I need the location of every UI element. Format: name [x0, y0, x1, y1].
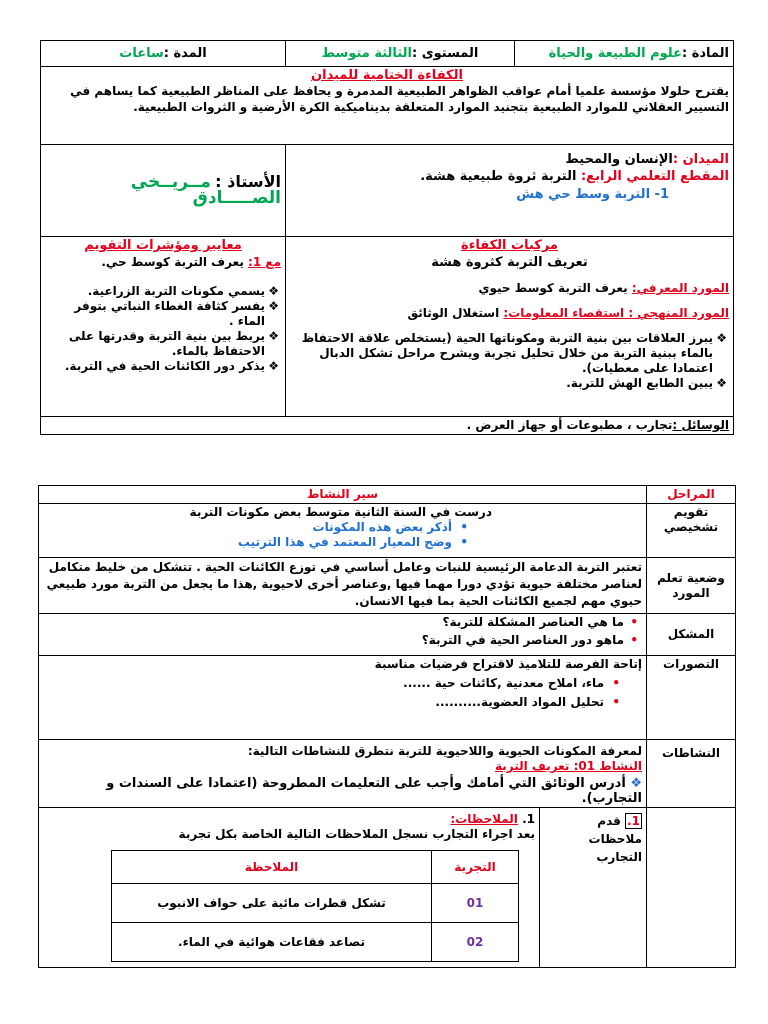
activities-intro: لمعرفة المكونات الحيوية واللاحيوية للتربة نتطرق للنشاطات التالية:: [247, 744, 642, 758]
sequence-label: المقطع التعلمي الرابع:: [580, 169, 729, 184]
criteria-cell: [41, 237, 286, 417]
level-cell: [286, 41, 515, 67]
exp-column-header: التجربة: [432, 851, 519, 884]
conceptions-stage: التصورات: [647, 656, 736, 740]
obs-column-header: الملاحظة: [112, 851, 432, 884]
obs-title: الملاحظات:: [450, 812, 518, 826]
lesson-title: 1- التربة وسط حي هش: [516, 187, 669, 202]
task-number: 1.: [627, 814, 640, 828]
problem-content: [39, 614, 647, 656]
activity-instruction: أدرس الوثائق التي أمامك وأجب على التعليمات المطروحة (اعتمادا على السندات و التجارب).: [106, 776, 642, 806]
diamond-bullet-icon: ❖: [625, 776, 642, 791]
diagnostic-intro: درست في السنة الثانية متوسط بعض مكونات التربة: [189, 505, 492, 519]
criterion-value: يعرف التربة كوسط حي.: [101, 255, 249, 269]
conception-item: • ماء، املاح معدنية ,كائنات حية ......: [403, 676, 620, 690]
cognitive-label: المورد المعرفي:: [631, 281, 729, 295]
diagnostic-item: • وضح المعيار المعتمد في هذا الترتيب: [237, 535, 468, 549]
problem-item: • ما هي العناصر المشكلة للتربة؟: [442, 615, 638, 629]
obs-number: 1.: [522, 812, 535, 826]
criteria-item: ❖ يذكر دور الكائنات الحية في التربة.: [64, 359, 279, 373]
diamond-bullet-icon: ❖: [716, 331, 727, 345]
exp-number: 01: [432, 884, 519, 923]
activity-title: النشاط 01: تعريف التربة: [494, 759, 642, 773]
means-value: تجارب ، مطبوعات أو جهاز العرض .: [466, 418, 673, 432]
bullet-dot-icon: •: [460, 535, 468, 549]
method-label: المورد المنهجي : استقصاء المعلومات:: [503, 306, 729, 320]
situation-stage: وضعية تعلم المورد: [647, 558, 736, 614]
final-competence-text: يقترح حلولا مؤسسة علميا أمام عواقب الظواهر الطبيعية المدمرة و يحافظ على المناظر الطبيعية كما يساهم في التسيير العقلاني للموارد الطبيعية بتجنيد الموارد المتعلقة بديناميكية الكرة الأرضية و الثروات الطبيعية.: [70, 84, 729, 114]
problem-item: • ماهو دور العناصر الحية في التربة؟: [421, 633, 638, 647]
components-item: ❖ يبين الطابع الهش للتربة.: [566, 376, 727, 390]
final-competence-cell: [41, 67, 734, 145]
task-stage-text: قدم ملاحظات التجارب: [588, 814, 642, 864]
diamond-bullet-icon: ❖: [268, 284, 279, 298]
level-value: الثالثة متوسط: [321, 46, 412, 61]
bullet-dot-icon: •: [460, 520, 468, 534]
duration-value: ساعات: [119, 46, 164, 61]
diagnostic-content: [39, 504, 647, 558]
diagnostic-item: • أذكر بعض هذه المكونات: [312, 520, 468, 534]
bullet-dot-icon: •: [612, 695, 620, 709]
competence-components-cell: [286, 237, 734, 417]
means-cell: [41, 417, 734, 435]
activity-table: [38, 485, 736, 968]
conception-item: • تحليل المواد العضوية..........: [435, 695, 620, 709]
observations-table: [111, 850, 519, 962]
conceptions-content: [39, 656, 647, 740]
means-label: الوسائل :: [672, 418, 729, 432]
duration-label: المدة :: [163, 46, 207, 61]
final-competence-title: الكفاءة الختامية للميدان: [311, 68, 463, 83]
diamond-bullet-icon: ❖: [268, 329, 279, 343]
conceptions-intro: إتاحة الفرصة للتلاميذ لاقتراح فرضيات مناسبة: [374, 657, 642, 671]
exp-observation: تصاعد فقاعات هوائية في الماء.: [112, 923, 432, 962]
situation-text: تعتبر التربة الدعامة الرئيسية للنبات وعامل أساسي في توزع الكائنات الحية . تتشكل من خليط متكامل لعناصر مختلفة حيوية تؤدي دورا مهما فيها ,وعناصر أخرى لاحيوية ,هذا ما يجعل من التربة مورد طبيعي حيوي مهم لجميع الكائنات الحية بما فيها الانسان.: [39, 558, 647, 614]
diamond-bullet-icon: ❖: [268, 359, 279, 373]
teacher-label: الأستاذ :: [215, 172, 281, 191]
bullet-dot-icon: •: [612, 676, 620, 690]
field-label: الميدان :: [672, 152, 729, 167]
criteria-item: ❖ يسمي مكونات التربة الزراعية.: [87, 284, 279, 298]
subject-cell: [515, 41, 734, 67]
progress-header: سير النشاط: [39, 486, 647, 504]
subject-label: المادة :: [681, 46, 729, 61]
teacher-cell: [41, 145, 286, 237]
bullet-dot-icon: •: [630, 633, 638, 647]
obs-intro: بعد اجراء التجارب نسجل الملاحظات التالية الخاصة بكل تجربة: [178, 827, 535, 841]
cognitive-value: يعرف التربة كوسط حيوي: [478, 281, 632, 295]
exp-observation: تشكل قطرات مائية على حواف الانبوب: [112, 884, 432, 923]
method-value: استغلال الوثائق: [407, 306, 504, 320]
diamond-bullet-icon: ❖: [716, 376, 727, 390]
table-row: [112, 884, 519, 923]
criteria-item: ❖ يفسر كثافة الغطاء النباتي بتوفر الماء .: [74, 299, 279, 328]
lesson-header-card: [40, 40, 734, 435]
criteria-item: ❖ يربط بين بنية التربة وقدرتها على الاحتفاظ بالماء.: [68, 329, 279, 358]
sequence-value: التربة ثروة طبيعية هشة.: [420, 169, 581, 184]
exp-number: 02: [432, 923, 519, 962]
duration-cell: [41, 41, 286, 67]
diamond-bullet-icon: ❖: [268, 299, 279, 313]
components-title: مركبات الكفاءة: [461, 238, 558, 253]
table-row: [112, 923, 519, 962]
activities-stage: النشاطات: [647, 740, 736, 808]
teacher-name: مــريــخي الصـــــادق: [130, 172, 281, 208]
activities-content: [39, 740, 647, 808]
level-label: المستوى :: [411, 46, 479, 61]
subject-value: علوم الطبيعة والحياة: [548, 46, 682, 61]
domain-cell: [286, 145, 734, 237]
stages-header: المراحل: [647, 486, 736, 504]
bullet-dot-icon: •: [630, 615, 638, 629]
diagnostic-stage: تقويم تشخيصي: [647, 504, 736, 558]
problem-stage: المشكل: [647, 614, 736, 656]
field-value: الإنسان والمحيط: [565, 152, 673, 167]
components-subtitle: تعريف التربة كثروة هشة: [431, 255, 588, 270]
task-stage-cell: [540, 808, 647, 968]
observations-cell: [39, 808, 540, 968]
task-stage-spacer: [647, 808, 736, 968]
components-item: ❖ يبرز العلاقات بين بنية التربة ومكوناتها الحية (يستخلص علاقة الاحتفاظ بالماء ببنية التربة من خلال تحليل تجربة ويشرح مراحل تشكل الدبال اعتمادا على معطيات).: [301, 331, 727, 375]
criterion-label: مع 1:: [248, 255, 281, 269]
criteria-title: معايير ومؤشرات التقويم: [84, 238, 242, 253]
